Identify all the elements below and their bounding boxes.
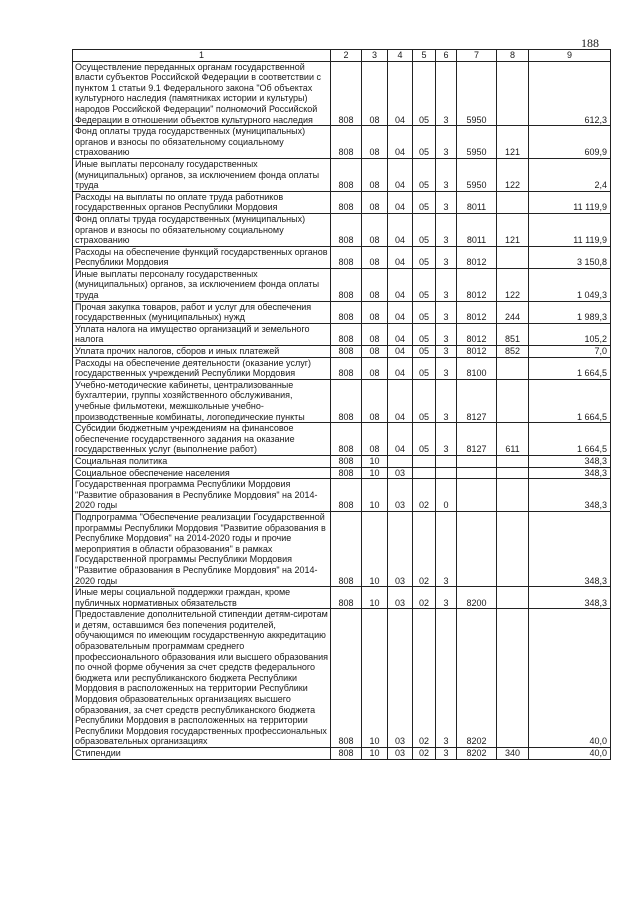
row-code-cell-2: 808 <box>331 467 362 479</box>
row-name-cell: Социальное обеспечение населения <box>73 467 331 479</box>
row-amount-cell: 1 664,5 <box>529 379 611 422</box>
row-code-cell-6: 3 <box>436 213 457 246</box>
row-code-cell-5: 05 <box>413 423 436 456</box>
row-code-cell-7 <box>457 511 497 586</box>
table-row <box>73 61 611 126</box>
row-amount-cell: 1 049,3 <box>529 268 611 301</box>
row-code-cell-7: 8012 <box>457 346 497 358</box>
row-code-cell-6: 3 <box>436 423 457 456</box>
row-code-cell-8 <box>497 61 529 126</box>
row-code-cell-6: 3 <box>436 126 457 159</box>
col-header-6: 6 <box>436 50 457 62</box>
row-code-cell-2: 808 <box>331 379 362 422</box>
row-name-cell: Иные выплаты персоналу государственных (муниципальных) органов, за исключением фонда оплаты труда <box>73 158 331 191</box>
row-code-cell-2: 808 <box>331 246 362 268</box>
row-name-cell: Социальная политика <box>73 455 331 467</box>
col-header-5: 5 <box>413 50 436 62</box>
row-code-cell-4 <box>388 455 413 467</box>
table-row <box>73 379 611 422</box>
table-row <box>73 748 611 760</box>
table-row <box>73 467 611 479</box>
row-code-cell-3: 08 <box>362 357 388 379</box>
row-code-cell-2: 808 <box>331 357 362 379</box>
row-code-cell-5 <box>413 467 436 479</box>
row-code-cell-6: 3 <box>436 357 457 379</box>
row-amount-cell: 11 119,9 <box>529 191 611 213</box>
row-code-cell-7: 5950 <box>457 126 497 159</box>
row-code-cell-5: 05 <box>413 126 436 159</box>
row-amount-cell: 105,2 <box>529 323 611 345</box>
row-code-cell-3: 10 <box>362 467 388 479</box>
row-code-cell-5: 05 <box>413 379 436 422</box>
row-code-cell-3: 08 <box>362 346 388 358</box>
row-code-cell-8 <box>497 357 529 379</box>
row-code-cell-2: 808 <box>331 126 362 159</box>
row-code-cell-3: 08 <box>362 246 388 268</box>
row-code-cell-2: 808 <box>331 61 362 126</box>
row-code-cell-5: 05 <box>413 191 436 213</box>
row-code-cell-6: 3 <box>436 511 457 586</box>
col-header-1: 1 <box>73 50 331 62</box>
row-code-cell-7: 8011 <box>457 191 497 213</box>
table-row <box>73 158 611 191</box>
row-code-cell-6: 0 <box>436 479 457 512</box>
row-code-cell-8: 244 <box>497 301 529 323</box>
row-code-cell-3: 10 <box>362 511 388 586</box>
row-name-cell: Фонд оплаты труда государственных (муниципальных) органов и взносы по обязательному социальному страхованию <box>73 126 331 159</box>
row-code-cell-6: 3 <box>436 191 457 213</box>
row-code-cell-7: 8011 <box>457 213 497 246</box>
row-code-cell-2: 808 <box>331 323 362 345</box>
row-code-cell-8: 611 <box>497 423 529 456</box>
row-name-cell: Уплата налога на имущество организаций и земельного налога <box>73 323 331 345</box>
row-code-cell-8 <box>497 191 529 213</box>
row-code-cell-2: 808 <box>331 213 362 246</box>
row-code-cell-6: 3 <box>436 346 457 358</box>
row-code-cell-6: 3 <box>436 609 457 748</box>
row-code-cell-8: 340 <box>497 748 529 760</box>
row-code-cell-4: 04 <box>388 423 413 456</box>
row-code-cell-2: 808 <box>331 301 362 323</box>
row-code-cell-5: 02 <box>413 479 436 512</box>
row-code-cell-3: 08 <box>362 301 388 323</box>
row-name-cell: Стипендии <box>73 748 331 760</box>
table-row <box>73 246 611 268</box>
row-name-cell: Субсидии бюджетным учреждениям на финансовое обеспечение государственного задания на оказание государственных услуг (выполнение работ) <box>73 423 331 456</box>
row-name-cell: Уплата прочих налогов, сборов и иных платежей <box>73 346 331 358</box>
row-code-cell-6 <box>436 467 457 479</box>
row-code-cell-7: 5950 <box>457 61 497 126</box>
table-row <box>73 479 611 512</box>
row-code-cell-4: 04 <box>388 158 413 191</box>
row-code-cell-3: 08 <box>362 323 388 345</box>
table-header-row <box>73 50 611 62</box>
row-code-cell-7: 8127 <box>457 379 497 422</box>
row-code-cell-8 <box>497 379 529 422</box>
page-number: 188 <box>581 36 599 50</box>
row-amount-cell: 348,3 <box>529 467 611 479</box>
row-code-cell-7 <box>457 479 497 512</box>
row-amount-cell: 7,0 <box>529 346 611 358</box>
row-code-cell-5: 05 <box>413 61 436 126</box>
row-code-cell-3: 10 <box>362 455 388 467</box>
row-code-cell-3: 10 <box>362 609 388 748</box>
row-code-cell-2: 808 <box>331 609 362 748</box>
row-amount-cell: 11 119,9 <box>529 213 611 246</box>
row-code-cell-3: 08 <box>362 158 388 191</box>
row-code-cell-2: 808 <box>331 423 362 456</box>
row-code-cell-5 <box>413 455 436 467</box>
table-row <box>73 423 611 456</box>
row-code-cell-3: 08 <box>362 268 388 301</box>
row-code-cell-7: 8100 <box>457 357 497 379</box>
table-row <box>73 357 611 379</box>
row-name-cell: Расходы на обеспечение функций государственных органов Республики Мордовия <box>73 246 331 268</box>
row-amount-cell: 348,3 <box>529 511 611 586</box>
row-code-cell-7: 5950 <box>457 158 497 191</box>
row-code-cell-5: 02 <box>413 511 436 586</box>
row-code-cell-8 <box>497 455 529 467</box>
row-code-cell-5: 05 <box>413 357 436 379</box>
row-code-cell-4: 03 <box>388 748 413 760</box>
row-code-cell-8 <box>497 609 529 748</box>
row-name-cell: Подпрограмма "Обеспечение реализации Государственной программы Республики Мордовия "Развитие образования в Республике Мордовия" на 2014-2020 годы и прочие мероприятия в области образования" в рамках Государственной программы Республики Мордовия "Развитие образования в Республике Мордовия" на 2014-2020 годы <box>73 511 331 586</box>
table-row <box>73 609 611 748</box>
row-code-cell-4: 04 <box>388 357 413 379</box>
row-name-cell: Иные выплаты персоналу государственных (муниципальных) органов, за исключением фонда оплаты труда <box>73 268 331 301</box>
table-row <box>73 301 611 323</box>
row-code-cell-3: 08 <box>362 126 388 159</box>
row-code-cell-3: 08 <box>362 61 388 126</box>
col-header-3: 3 <box>362 50 388 62</box>
row-code-cell-7: 8012 <box>457 301 497 323</box>
row-code-cell-4: 04 <box>388 346 413 358</box>
row-amount-cell: 612,3 <box>529 61 611 126</box>
row-code-cell-5: 05 <box>413 268 436 301</box>
row-code-cell-6: 3 <box>436 748 457 760</box>
row-code-cell-8: 122 <box>497 268 529 301</box>
row-amount-cell: 40,0 <box>529 748 611 760</box>
row-code-cell-5: 05 <box>413 346 436 358</box>
row-code-cell-3: 10 <box>362 748 388 760</box>
row-code-cell-6: 3 <box>436 587 457 609</box>
row-code-cell-2: 808 <box>331 158 362 191</box>
row-code-cell-4: 04 <box>388 126 413 159</box>
row-code-cell-7 <box>457 455 497 467</box>
row-code-cell-7: 8127 <box>457 423 497 456</box>
row-code-cell-4: 04 <box>388 61 413 126</box>
row-code-cell-5: 02 <box>413 748 436 760</box>
row-amount-cell: 348,3 <box>529 455 611 467</box>
row-amount-cell: 1 664,5 <box>529 357 611 379</box>
row-name-cell: Учебно-методические кабинеты, централизованные бухгалтерии, группы хозяйственного обслуживания, учебные фильмотеки, межшкольные учебно-производственные комбинаты, логопедические пункты <box>73 379 331 422</box>
row-code-cell-5: 05 <box>413 323 436 345</box>
row-code-cell-5: 05 <box>413 213 436 246</box>
col-header-2: 2 <box>331 50 362 62</box>
row-code-cell-4: 04 <box>388 301 413 323</box>
row-code-cell-8 <box>497 467 529 479</box>
row-code-cell-7 <box>457 467 497 479</box>
row-code-cell-6: 3 <box>436 246 457 268</box>
row-code-cell-6: 3 <box>436 301 457 323</box>
row-code-cell-8 <box>497 246 529 268</box>
row-amount-cell: 2,4 <box>529 158 611 191</box>
table-body <box>73 61 611 759</box>
row-code-cell-4: 04 <box>388 213 413 246</box>
row-code-cell-8: 852 <box>497 346 529 358</box>
row-code-cell-7: 8202 <box>457 748 497 760</box>
row-code-cell-5: 02 <box>413 587 436 609</box>
row-code-cell-5: 05 <box>413 246 436 268</box>
row-amount-cell: 609,9 <box>529 126 611 159</box>
row-code-cell-2: 808 <box>331 346 362 358</box>
row-code-cell-8: 121 <box>497 213 529 246</box>
row-code-cell-3: 10 <box>362 587 388 609</box>
row-code-cell-6: 3 <box>436 379 457 422</box>
row-code-cell-7: 8200 <box>457 587 497 609</box>
row-code-cell-8 <box>497 587 529 609</box>
row-code-cell-3: 08 <box>362 191 388 213</box>
row-code-cell-4: 03 <box>388 587 413 609</box>
budget-table <box>72 49 611 760</box>
row-name-cell: Осуществление переданных органам государственной власти субъектов Российской Федерации в соответствии с пунктом 1 статьи 9.1 Федерального закона "Об объектах культурного наследия (памятниках истории и культуры) народов Российской Федерации" полномочий Российской Федерации в отношении объектов культурного наследия <box>73 61 331 126</box>
row-code-cell-2: 808 <box>331 479 362 512</box>
row-amount-cell: 3 150,8 <box>529 246 611 268</box>
row-code-cell-6: 3 <box>436 323 457 345</box>
row-code-cell-5: 05 <box>413 301 436 323</box>
row-code-cell-4: 03 <box>388 467 413 479</box>
row-code-cell-2: 808 <box>331 268 362 301</box>
row-code-cell-5: 02 <box>413 609 436 748</box>
row-name-cell: Иные меры социальной поддержки граждан, кроме публичных нормативных обязательств <box>73 587 331 609</box>
table-row <box>73 511 611 586</box>
table-row <box>73 126 611 159</box>
row-code-cell-4: 04 <box>388 379 413 422</box>
row-code-cell-7: 8012 <box>457 323 497 345</box>
row-code-cell-6 <box>436 455 457 467</box>
row-code-cell-8 <box>497 479 529 512</box>
row-amount-cell: 348,3 <box>529 587 611 609</box>
row-name-cell: Государственная программа Республики Мордовия "Развитие образования в Республике Мордовия" на 2014-2020 годы <box>73 479 331 512</box>
row-code-cell-5: 05 <box>413 158 436 191</box>
row-code-cell-2: 808 <box>331 511 362 586</box>
row-code-cell-4: 04 <box>388 268 413 301</box>
row-code-cell-4: 03 <box>388 479 413 512</box>
row-code-cell-3: 10 <box>362 479 388 512</box>
table-row <box>73 268 611 301</box>
row-amount-cell: 1 989,3 <box>529 301 611 323</box>
row-code-cell-7: 8012 <box>457 246 497 268</box>
row-amount-cell: 348,3 <box>529 479 611 512</box>
row-code-cell-8: 851 <box>497 323 529 345</box>
row-name-cell: Расходы на выплаты по оплате труда работников государственных органов Республики Мордовия <box>73 191 331 213</box>
row-code-cell-7: 8012 <box>457 268 497 301</box>
table-row <box>73 323 611 345</box>
row-code-cell-7: 8202 <box>457 609 497 748</box>
col-header-7: 7 <box>457 50 497 62</box>
row-code-cell-8: 121 <box>497 126 529 159</box>
row-code-cell-3: 08 <box>362 379 388 422</box>
row-code-cell-3: 08 <box>362 423 388 456</box>
row-code-cell-4: 04 <box>388 246 413 268</box>
row-code-cell-4: 03 <box>388 609 413 748</box>
row-code-cell-2: 808 <box>331 748 362 760</box>
row-code-cell-2: 808 <box>331 191 362 213</box>
row-name-cell: Расходы на обеспечение деятельности (оказание услуг) государственных учреждений Республики Мордовия <box>73 357 331 379</box>
col-header-9: 9 <box>529 50 611 62</box>
row-code-cell-4: 04 <box>388 323 413 345</box>
col-header-4: 4 <box>388 50 413 62</box>
row-code-cell-3: 08 <box>362 213 388 246</box>
row-code-cell-8: 122 <box>497 158 529 191</box>
row-name-cell: Фонд оплаты труда государственных (муниципальных) органов и взносы по обязательному социальному страхованию <box>73 213 331 246</box>
row-amount-cell: 40,0 <box>529 609 611 748</box>
table-row <box>73 213 611 246</box>
row-code-cell-8 <box>497 511 529 586</box>
row-code-cell-6: 3 <box>436 268 457 301</box>
table-row <box>73 191 611 213</box>
col-header-8: 8 <box>497 50 529 62</box>
row-code-cell-4: 04 <box>388 191 413 213</box>
row-code-cell-4: 03 <box>388 511 413 586</box>
row-amount-cell: 1 664,5 <box>529 423 611 456</box>
row-code-cell-6: 3 <box>436 158 457 191</box>
table-row <box>73 587 611 609</box>
row-name-cell: Предоставление дополнительной стипендии детям-сиротам и детям, оставшимся без попечения родителей, обучающимся по имеющим государственную аккредитацию образовательным программам среднего профессионального образования или высшего образования по очной форме обучения за счет средств федерального бюджета или республиканского бюджета Республики Мордовия в расположенных на территории Республики Мордовия образовательных организациях высшего образования, за счет средств республиканского бюджета Республики Мордовия в расположенных на территории Республики Мордовия государственных профессиональных образовательных организациях <box>73 609 331 748</box>
table-row <box>73 346 611 358</box>
table-row <box>73 455 611 467</box>
row-name-cell: Прочая закупка товаров, работ и услуг для обеспечения государственных (муниципальных) нужд <box>73 301 331 323</box>
row-code-cell-6: 3 <box>436 61 457 126</box>
row-code-cell-2: 808 <box>331 587 362 609</box>
row-code-cell-2: 808 <box>331 455 362 467</box>
